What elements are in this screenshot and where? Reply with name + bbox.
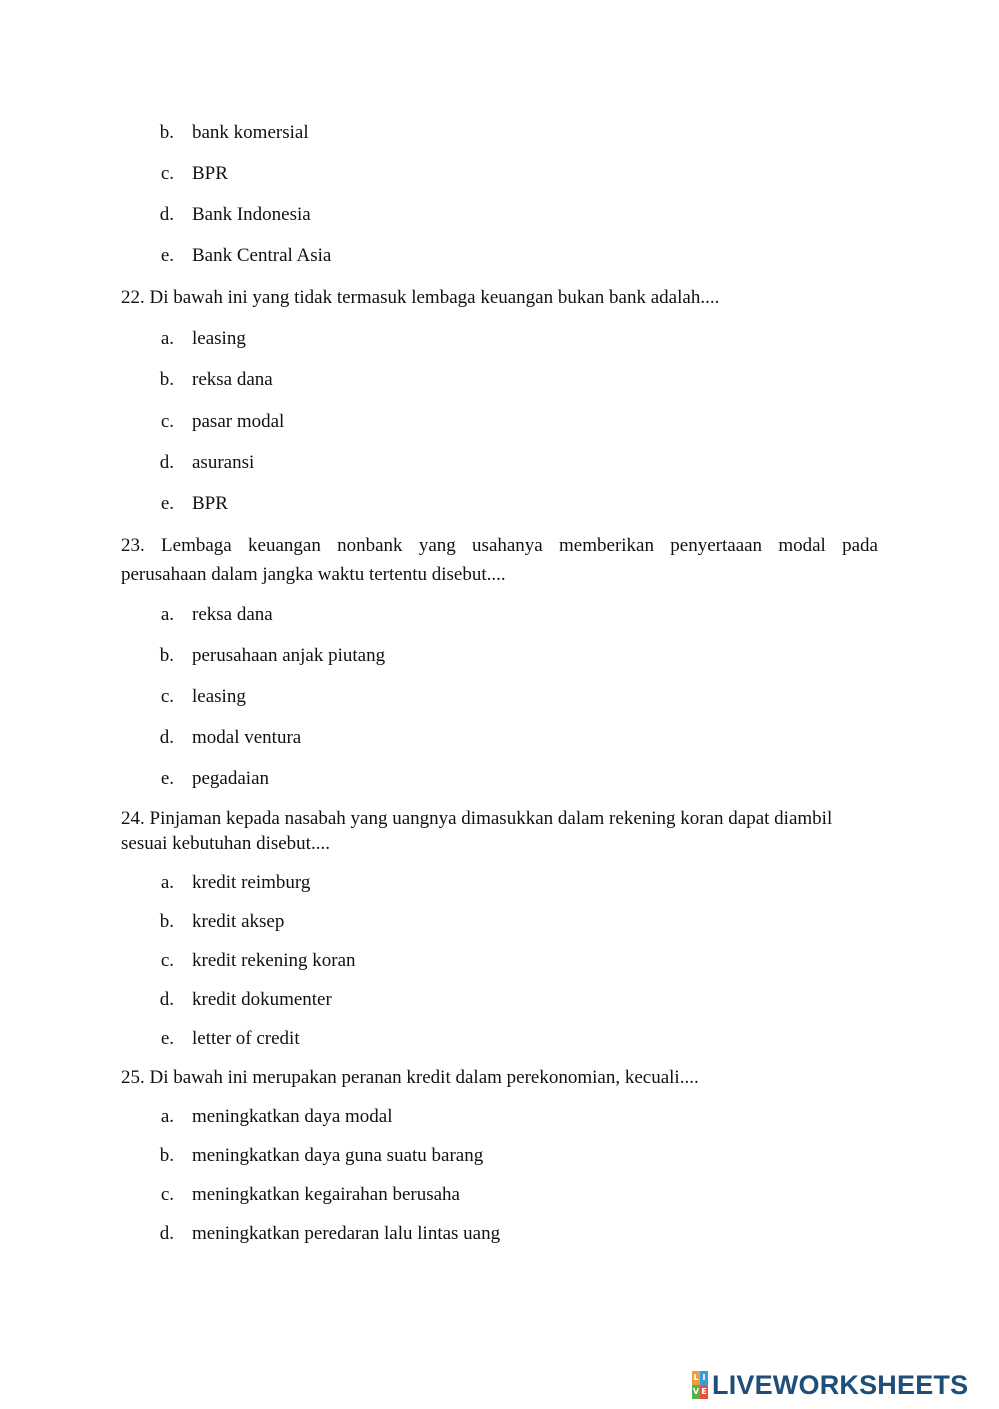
option-letter: e. (160, 1028, 174, 1049)
option-text: kredit reimburg (192, 872, 311, 893)
option-text: meningkatkan peredaran lalu lintas uang (192, 1223, 501, 1244)
option-text: pasar modal (192, 411, 285, 432)
option-text: Bank Indonesia (192, 204, 311, 225)
option-text: bank komersial (192, 122, 309, 143)
q23-question-line1: 23. Lembaga keuangan nonbank yang usahanya memberikan penyertaaan modal pada (121, 535, 878, 556)
option-letter: d. (159, 989, 174, 1010)
option-letter: d. (159, 1223, 174, 1244)
option-letter: b. (159, 911, 174, 932)
option-text: kredit aksep (192, 911, 285, 932)
option-text: letter of credit (192, 1028, 300, 1049)
option-letter: a. (160, 1106, 174, 1127)
option-letter: b. (159, 369, 174, 390)
liveworksheets-logo-icon (692, 1371, 708, 1399)
q24-question-line1: 24. Pinjaman kepada nasabah yang uangnya dimasukkan dalam rekening koran dapat diambil (121, 808, 833, 829)
option-letter: c. (160, 950, 174, 971)
option-letter: e. (160, 768, 174, 789)
option-text: leasing (192, 686, 246, 707)
q24-question-line2: sesuai kebutuhan disebut.... (121, 833, 330, 854)
option-text: BPR (192, 493, 228, 514)
option-text: kredit dokumenter (192, 989, 332, 1010)
option-letter: c. (160, 686, 174, 707)
option-text: BPR (192, 163, 228, 184)
q25-question: 25. Di bawah ini merupakan peranan kredit dalam perekonomian, kecuali.... (121, 1067, 699, 1088)
logo-mark-l: L (692, 1371, 700, 1385)
logo-text: LIVEWORKSHEETS (712, 1369, 969, 1400)
option-letter: b. (159, 122, 174, 143)
q22-question: 22. Di bawah ini yang tidak termasuk lembaga keuangan bukan bank adalah.... (121, 287, 720, 308)
option-letter: e. (160, 245, 174, 266)
option-letter: a. (160, 872, 174, 893)
option-text: meningkatkan daya guna suatu barang (192, 1145, 484, 1166)
logo-mark-v: V (692, 1385, 700, 1399)
option-text: reksa dana (192, 604, 273, 625)
option-text: leasing (192, 328, 246, 349)
option-letter: b. (159, 1145, 174, 1166)
logo-mark-e: E (700, 1385, 708, 1399)
option-letter: c. (160, 1184, 174, 1205)
option-letter: d. (159, 204, 174, 225)
option-text: Bank Central Asia (192, 245, 332, 266)
option-letter: b. (159, 645, 174, 666)
liveworksheets-logo[interactable] (692, 1369, 968, 1401)
option-text: meningkatkan daya modal (192, 1106, 393, 1127)
option-text: modal ventura (192, 727, 302, 748)
option-text: pegadaian (192, 768, 270, 789)
option-text: perusahaan anjak piutang (192, 645, 386, 666)
option-text: meningkatkan kegairahan berusaha (192, 1184, 460, 1205)
option-letter: d. (159, 452, 174, 473)
option-text: asuransi (192, 452, 255, 473)
option-text: kredit rekening koran (192, 950, 356, 971)
option-text: reksa dana (192, 369, 273, 390)
q23-question-line2: perusahaan dalam jangka waktu tertentu disebut.... (121, 564, 506, 585)
option-letter: e. (160, 493, 174, 514)
option-letter: d. (159, 727, 174, 748)
option-letter: a. (160, 604, 174, 625)
option-letter: a. (160, 328, 174, 349)
logo-mark-i: I (700, 1371, 708, 1385)
option-letter: c. (160, 411, 174, 432)
option-letter: c. (160, 163, 174, 184)
